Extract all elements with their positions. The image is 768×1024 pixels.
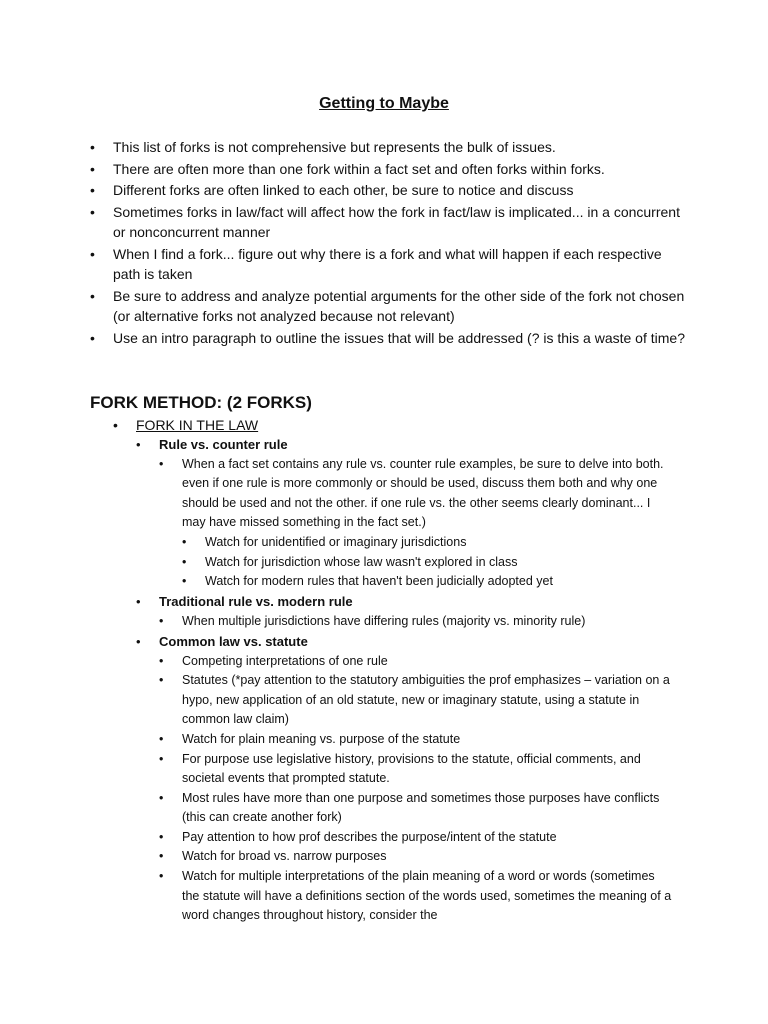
intro-bullet: • When I find a fork... figure out why there is a fork and what will happen if each respective path is taken: [90, 244, 690, 285]
list-item: • Watch for multiple interpretations of the plain meaning of a word or words (sometimes the statute will have a definitions section of the words used, sometimes the meaning of a word changes throughout history, consider the: [136, 867, 673, 926]
rule-vs-counter-label: Rule vs. counter rule: [159, 437, 288, 452]
intro-bullet: • Different forks are often linked to each other, be sure to notice and discuss: [90, 180, 690, 201]
section-heading: FORK METHOD: (2 FORKS): [90, 393, 312, 412]
intro-bullet: • Be sure to address and analyze potential arguments for the other side of the fork not chosen (or alternative forks not analyzed because not relevant): [90, 286, 690, 327]
rule-vs-counter-paragraph: When a fact set contains any rule vs. counter rule examples, be sure to delve into both. even if one rule is more commonly or should be used, discuss them both and why one should be used and not the other. if one rule vs. the other seems clearly dominant... I may have missed something in the fact set.): [182, 456, 664, 530]
list-item: • Statutes (*pay attention to the statutory ambiguities the prof emphasizes – variation on a hypo, new application of an old statute, new or imaginary statute, using a statute in common law claim): [136, 671, 673, 730]
list-item: • Watch for jurisdiction whose law wasn't explored in class: [159, 553, 673, 573]
list-item: • Watch for modern rules that haven't been judicially adopted yet: [159, 572, 673, 592]
list-item: • Competing interpretations of one rule: [136, 652, 673, 672]
list-item: • Pay attention to how prof describes the purpose/intent of the statute: [136, 828, 673, 848]
document-title: Getting to Maybe: [319, 95, 449, 112]
list-item: • When multiple jurisdictions have differing rules (majority vs. minority rule): [136, 612, 673, 632]
fork-method-list: [113, 415, 673, 926]
intro-bullet: • Use an intro paragraph to outline the issues that will be addressed (? is this a waste of time?: [90, 328, 690, 349]
rule-vs-counter-item: [113, 435, 673, 592]
rule-vs-counter-text: [136, 455, 673, 592]
common-vs-statute-item: [113, 632, 673, 926]
intro-bullet: • Sometimes forks in law/fact will affect how the fork in fact/law is implicated... in a concurrent or nonconcurrent manner: [90, 202, 690, 243]
common-vs-statute-label: Common law vs. statute: [159, 633, 308, 649]
traditional-vs-modern-label: Traditional rule vs. modern rule: [159, 594, 353, 610]
traditional-vs-modern-item: [113, 592, 673, 631]
fork-in-law-label: FORK IN THE LAW: [136, 417, 259, 433]
intro-bullet-list: [90, 137, 690, 349]
list-item: • Watch for broad vs. narrow purposes: [136, 847, 673, 867]
list-item: • Watch for unidentified or imaginary jurisdictions: [159, 533, 673, 553]
fork-in-law-item: [113, 415, 673, 926]
list-item: • For purpose use legislative history, provisions to the statute, official comments, and societal events that prompted statute.: [136, 750, 673, 789]
intro-bullet: • This list of forks is not comprehensive but represents the bulk of issues.: [90, 137, 690, 158]
list-item: • Most rules have more than one purpose and sometimes those purposes have conflicts (this can create another fork): [136, 789, 673, 828]
intro-bullet: • There are often more than one fork within a fact set and often forks within forks.: [90, 159, 690, 180]
list-item: • Watch for plain meaning vs. purpose of the statute: [136, 730, 673, 750]
